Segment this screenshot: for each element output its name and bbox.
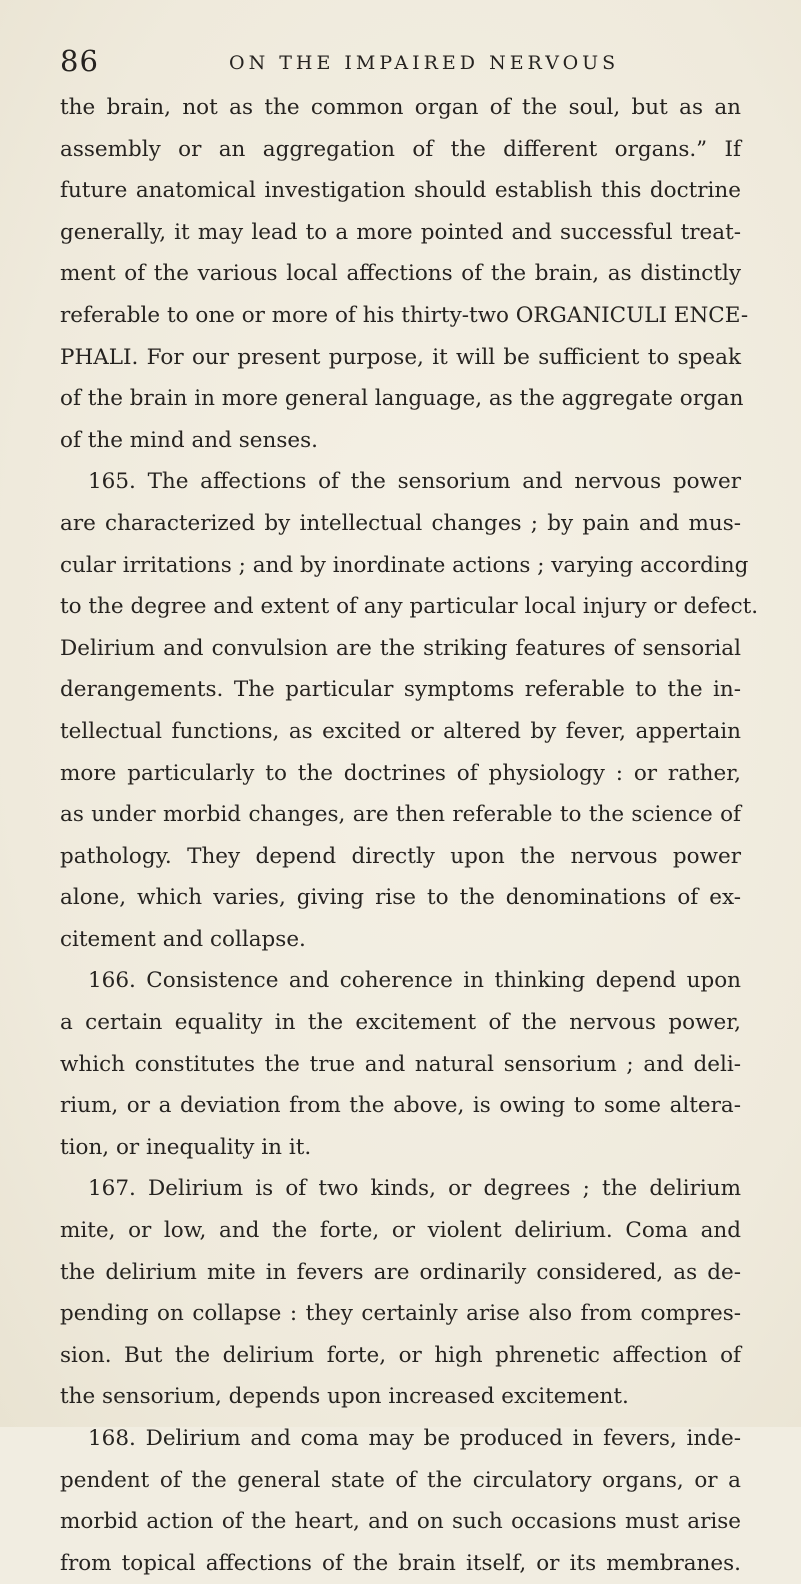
text-line: rium, or a deviation from the above, is owing to some altera-: [60, 1093, 741, 1119]
text-line: more particularly to the doctrines of physiology : or rather,: [60, 760, 741, 786]
text-line: which constitutes the true and natural sensorium ; and deli-: [60, 1051, 741, 1077]
text-line: Delirium and convulsion are the striking features of sensorial: [60, 635, 741, 661]
text-line: future anatomical investigation should establish this doctrine: [60, 178, 741, 204]
text-line: the sensorium, depends upon increased excitement.: [60, 1384, 629, 1410]
text-line: pending on collapse : they certainly arise also from compres-: [60, 1301, 741, 1327]
page-header: [60, 44, 741, 84]
text-line: to the degree and extent of any particular local injury or defect.: [60, 594, 759, 620]
text-line: pathology. They depend directly upon the nervous power: [60, 843, 741, 869]
text-line: 167. Delirium is of two kinds, or degrees ; the delirium: [88, 1176, 741, 1202]
body-text: [60, 87, 759, 1584]
text-line: of the brain in more general language, as the aggregate organ: [60, 386, 744, 412]
text-line: of the mind and senses.: [60, 427, 318, 453]
text-line: referable to one or more of his thirty-two ORGANICULI ENCE-: [60, 302, 749, 328]
text-line: tellectual functions, as excited or altered by fever, appertain: [60, 718, 741, 744]
text-line: 165. The affections of the sensorium and nervous power: [88, 469, 741, 495]
text-line: cular irritations ; and by inordinate actions ; varying according: [60, 552, 749, 578]
text-line: mite, or low, and the forte, or violent delirium. Coma and: [60, 1218, 741, 1244]
text-line: a certain equality in the excitement of the nervous power,: [60, 1010, 741, 1036]
text-line: morbid action of the heart, and on such occasions must arise: [60, 1509, 741, 1535]
text-line: citement and collapse.: [60, 926, 306, 952]
text-line: the delirium mite in fevers are ordinarily considered, as de-: [60, 1259, 741, 1285]
text-line: as under morbid changes, are then referable to the science of: [60, 802, 741, 828]
text-line: 168. Delirium and coma may be produced in fevers, inde-: [88, 1426, 741, 1451]
text-line: tion, or inequality in it.: [60, 1134, 312, 1160]
text-line: derangements. The particular symptoms referable to the in-: [60, 677, 741, 703]
text-line: PHALI. For our present purpose, it will be sufficient to speak: [60, 344, 741, 370]
page-number: 86: [60, 44, 99, 78]
text-line: are characterized by intellectual changes ; by pain and mus-: [60, 510, 741, 536]
text-line: 166. Consistence and coherence in thinking depend upon: [88, 968, 741, 994]
text-line: sion. But the delirium forte, or high phrenetic affection of: [60, 1342, 741, 1368]
text-line: generally, it may lead to a more pointed and successful treat-: [60, 219, 741, 245]
text-line: from topical affections of the brain itself, or its membranes.: [60, 1550, 741, 1576]
text-line: ment of the various local affections of the brain, as distinctly: [60, 261, 741, 287]
running-title: ON THE IMPAIRED NERVOUS: [229, 52, 620, 74]
text-line: pendent of the general state of the circulatory organs, or a: [60, 1467, 741, 1493]
text-line: alone, which varies, giving rise to the denominations of ex-: [60, 885, 741, 911]
text-line: assembly or an aggregation of the different organs.” If: [60, 136, 741, 162]
text-line: the brain, not as the common organ of the soul, but as an: [60, 95, 741, 120]
